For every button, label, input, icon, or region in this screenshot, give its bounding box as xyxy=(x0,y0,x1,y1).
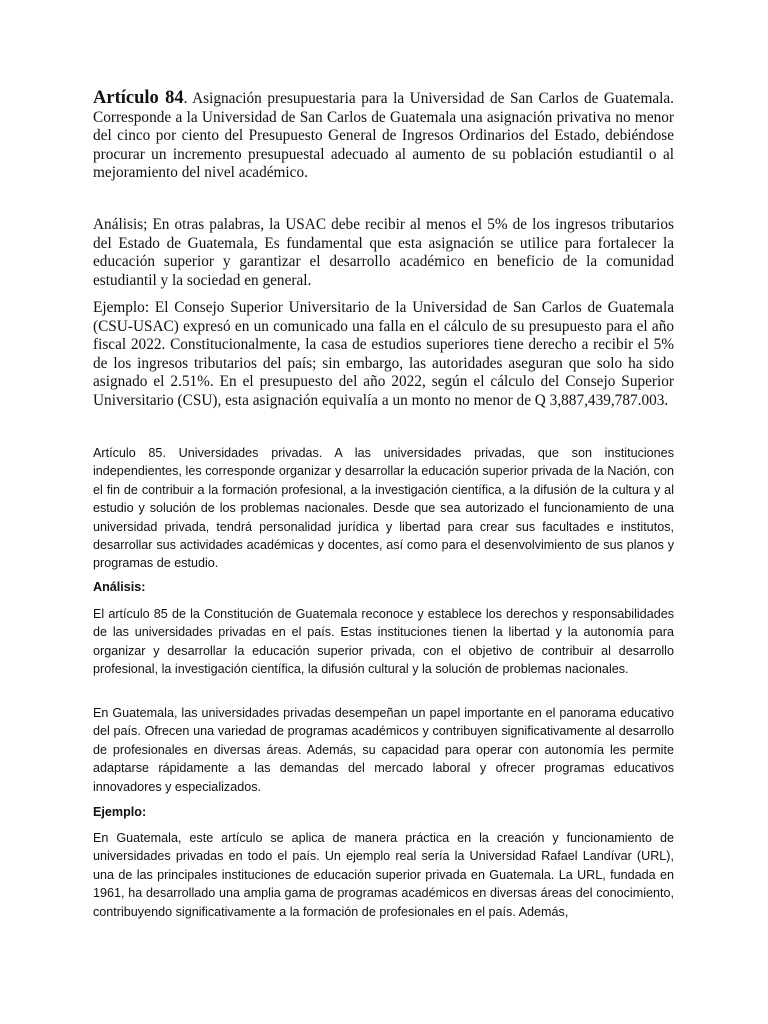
article-85-analysis-paragraph-1: El artículo 85 de la Constitución de Guatemala reconoce y establece los derechos y responsabilidades de las universidades privadas en el país. Estas instituciones tienen la libertad y la autonomía para organizar y desarrollar la educación superior privada, con el objetivo de contribuir al desarrollo profesional, la investigación científica, la difusión cultural y la solución de problemas nacionales. xyxy=(93,607,674,677)
article-84-example: Ejemplo: El Consejo Superior Universitario de la Universidad de San Carlos de Guatemala (CSU-USAC) expresó en un comunicado una falla en el cálculo de su presupuesto para el año fiscal 2022. Constitucionalmente, la casa de estudios superiores tiene derecho a recibir el 5% de los ingresos tributarios del país; sin embargo, las autoridades aseguran que solo ha sido asignado el 2.51%. En el presupuesto del año 2022, según el cálculo del Consejo Superior Universitario (CSU), esta asignación equivalía a un monto no menor de Q 3,887,439,787.003. xyxy=(93,299,674,409)
article-84-paragraph xyxy=(93,89,674,183)
article-85-example-heading: Ejemplo: xyxy=(93,805,147,819)
article-84-body: . Asignación presupuestaria para la Universidad de San Carlos de Guatemala. Corresponde a la Universidad de San Carlos de Guatemala una asignación privativa no menor del cinco por ciento del Presupuesto General de Ingresos Ordinarios del Estado, debiéndose procurar un incremento presupuestal adecuado al aumento de su población estudiantil o al mejoramiento del nivel académico. xyxy=(93,90,674,182)
article-84-title: Artículo 84 xyxy=(93,88,184,108)
article-85-analysis-heading: Análisis: xyxy=(93,580,146,594)
article-85-analysis-paragraph-2: En Guatemala, las universidades privadas desempeñan un papel importante en el panorama educativo del país. Ofrecen una variedad de programas académicos y contribuyen significativamente al desarrollo de profesionales en diversas áreas. Además, su capacidad para operar con autonomía les permite adaptarse rápidamente a las demandas del mercado laboral y ofrecer programas educativos innovadores y especializados. xyxy=(93,706,674,794)
article-84-analysis: Análisis; En otras palabras, la USAC debe recibir al menos el 5% de los ingresos tributarios del Estado de Guatemala, Es fundamental que esta asignación se utilice para fortalecer la educación superior y garantizar el desarrollo académico en beneficio de la comunidad estudiantil y la sociedad en general. xyxy=(93,216,674,289)
article-85-example-paragraph: En Guatemala, este artículo se aplica de manera práctica en la creación y funcionamiento de universidades privadas en todo el país. Un ejemplo real sería la Universidad Rafael Landívar (URL), una de las principales instituciones de educación superior privada en Guatemala. La URL, fundada en 1961, ha desarrollado una amplia gama de programas académicos en diversas áreas del conocimiento, contribuyendo significativamente a la formación de profesionales en el país. Además, xyxy=(93,831,674,919)
article-85-paragraph: Artículo 85. Universidades privadas. A las universidades privadas, que son instituciones independientes, les corresponde organizar y desarrollar la educación superior privada de la Nación, con el fin de contribuir a la formación profesional, a la investigación científica, a la difusión de la cultura y al estudio y solución de los problemas nacionales. Desde que sea autorizado el funcionamiento de una universidad privada, tendrá personalidad jurídica y libertad para crear sus facultades e institutos, desarrollar sus actividades académicas y docentes, así como para el desenvolvimiento de sus planos y programas de estudio. xyxy=(93,446,674,571)
